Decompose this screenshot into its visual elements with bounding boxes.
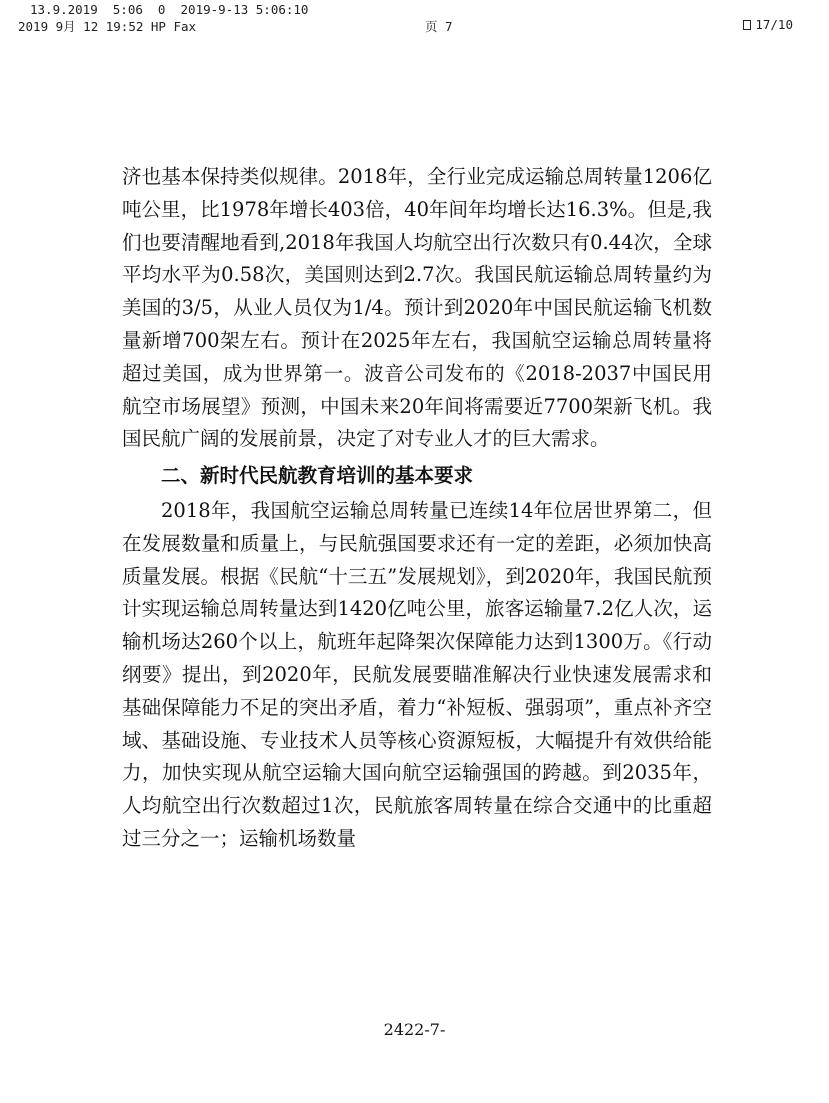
fax-header bbox=[0, 0, 829, 34]
fax-sender-line: 2019 9月 12 19:52 HP Fax bbox=[18, 19, 197, 34]
section-heading: 二、新时代民航教育培训的基本要求 bbox=[161, 464, 474, 488]
fax-page-counter-text: 17/10 bbox=[755, 17, 793, 32]
page-icon bbox=[743, 20, 751, 30]
fax-page-counter bbox=[713, 2, 793, 47]
fax-transmission-timestamp: 13.9.2019 5:06 0 2019-9-13 5:06:10 bbox=[30, 2, 309, 17]
document-body bbox=[122, 161, 712, 856]
fax-page-label: 页 7 bbox=[425, 19, 453, 34]
page-number: 2422-7- bbox=[383, 1020, 446, 1039]
body-paragraph-2: 2018年，我国航空运输总周转量已连续14年位居世界第二，但在发展数量和质量上，与民航强国要求还有一定的差距，必须加快高质量发展。根据《民航“十三五”发展规划》，到2020年，我国民航预计实现运输总周转量达到1420亿吨公里，旅客运输量7.2亿人次，运输机场达260个以上，航班年起降架次保障能力达到1300万。《行动纲要》提出，到2020年，民航发展要瞄准解决行业快速发展需求和基础保障能力不足的突出矛盾，着力“补短板、强弱项”，重点补齐空域、基础设施、专业技术人员等核心资源短板，大幅提升有效供给能力，加快实现从航空运输大国向航空运输强国的跨越。到2035年，人均航空出行次数超过1次，民航旅客周转量在综合交通中的比重超过三分之一；运输机场数量 bbox=[122, 498, 712, 850]
body-paragraph-1: 济也基本保持类似规律。2018年，全行业完成运输总周转量1206亿吨公里，比1978年增长403倍，40年间年均增长达16.3%。但是,我们也要清醒地看到,2018年我国人均航空出行次数只有0.44次，全球平均水平为0.58次，美国则达到2.7次。我国民航运输总周转量约为美国的3/5，从业人员仅为1/4。预计到2020年中国民航运输飞机数量新增700架左右。预计在2025年左右，我国航空运输总周转量将超过美国，成为世界第一。波音公司发布的《2018-2037中国民用航空市场展望》预测，中国未来20年间将需要近7700架新飞机。我国民航广阔的发展前景，决定了对专业人才的巨大需求。 bbox=[122, 165, 712, 451]
